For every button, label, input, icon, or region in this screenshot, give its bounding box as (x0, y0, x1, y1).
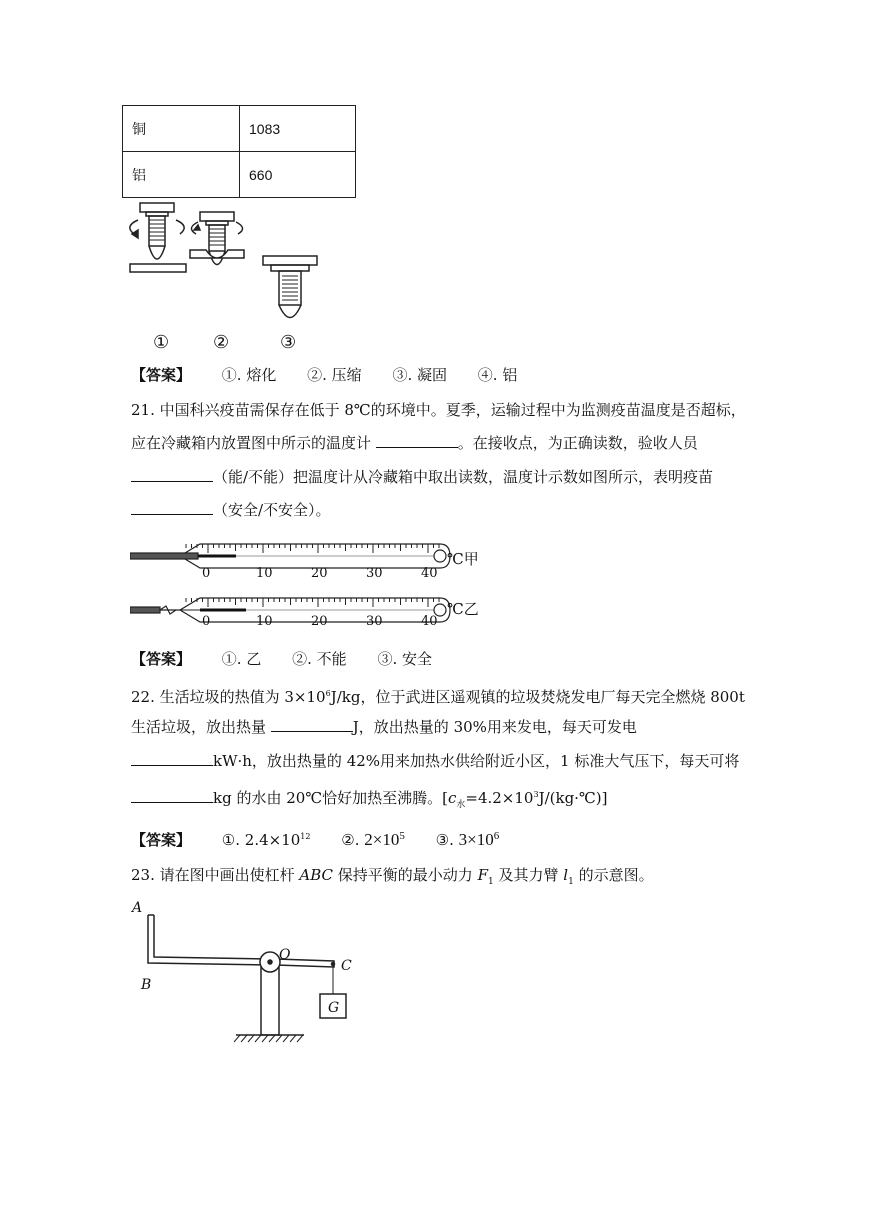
thermo1-tick-10: 10 (256, 566, 273, 581)
q21-line2: 应在冷藏箱内放置图中所示的温度计 。在接收点，为正确读数，验收人员 (131, 434, 698, 452)
lever-label-o: O (279, 947, 291, 963)
metal-cell: 铝 (123, 152, 240, 198)
answer-tag: 【答案】 (131, 650, 192, 668)
figure-label-1: ① (153, 332, 170, 353)
q21-line1: 21. 中国科兴疫苗需保存在低于 8℃的环境中。夏季，运输过程中为监测疫苗温度是否超标， (131, 401, 746, 419)
thermo1-unit: ℃甲 (447, 550, 479, 568)
metal-cell: 铜 (123, 106, 240, 152)
answer-option: ③. $3\times 10^6$ (435, 830, 500, 849)
q21-line3: （能/不能）把温度计从冷藏箱中取出读数，温度计示数如图所示，表明疫苗 (131, 467, 713, 487)
q22-line4: kg 的水由 20℃恰好加热至沸腾。$[c_水=4.2\times 10^3J/(kg\cdot℃)]$ (131, 785, 607, 815)
melting-point-table (122, 105, 356, 198)
lever-figure (128, 895, 368, 1050)
q23-line: 23. 请在图中画出使杠杆 ABC 保持平衡的最小动力 $F_1$ 及其力臂 $l_1$ 的示意图。 (131, 866, 654, 887)
answer-option: ③. 凝固 (392, 366, 447, 384)
answer-option: ③. 安全 (377, 650, 432, 668)
q22-line2: 生活垃圾，放出热量 J，放出热量的 30%用来发电，每天可发电 (131, 718, 637, 736)
thermo1-tick-0: 0 (202, 566, 211, 581)
thermo1-tick-20: 20 (311, 566, 328, 581)
answer-option: ②. 压缩 (307, 366, 362, 384)
answer-tag: 【答案】 (131, 366, 192, 384)
blank (376, 433, 458, 448)
q22-answer (131, 826, 499, 850)
table-row (123, 106, 356, 152)
answer-option: ④. 铝 (477, 366, 518, 384)
thermo2-tick-20: 20 (311, 614, 328, 629)
thermo1-tick-30: 30 (366, 566, 383, 581)
answer-tag: 【答案】 (131, 831, 192, 849)
thermo2-tick-40: 40 (421, 614, 438, 629)
q21-line4: （安全/不安全）。 (131, 500, 331, 520)
blank (131, 500, 213, 515)
answer-option: ②. $2\times 10^5$ (341, 830, 405, 849)
answer-option: ①. 乙 (221, 650, 262, 668)
q21-answer (131, 649, 432, 669)
figure-label-3: ③ (280, 332, 297, 353)
thermo2-tick-30: 30 (366, 614, 383, 629)
q22-line1: 22. 生活垃圾的热值为 $3\times 10^6J/kg$，位于武进区遥观镇的垃圾焚烧发电厂每天完全燃烧 800t (131, 688, 745, 706)
thermo2-tick-0: 0 (202, 614, 211, 629)
blank (131, 751, 213, 766)
q20-answer (131, 365, 517, 385)
lever-label-b: B (141, 977, 152, 993)
lever-label-g: G (328, 1000, 340, 1016)
figure-label-2: ② (213, 332, 230, 353)
thermo2-tick-10: 10 (256, 614, 273, 629)
lever-label-a: A (132, 900, 143, 916)
blank (271, 717, 353, 732)
thermometer-figure (130, 538, 460, 632)
thermo2-unit: ℃乙 (447, 600, 479, 618)
value-cell: 660 (240, 152, 356, 198)
thermo1-tick-40: 40 (421, 566, 438, 581)
answer-option: ②. 不能 (292, 650, 347, 668)
value-cell: 1083 (240, 106, 356, 152)
blank (131, 788, 213, 803)
blank (131, 467, 213, 482)
q22-line3: kW·h，放出热量的 42%用来加热水供给附近小区，1 标准大气压下，每天可将 (131, 751, 739, 771)
answer-option: ①. $2.4\times 10^{12}$ (221, 831, 311, 849)
lever-label-c: C (341, 958, 352, 974)
table-row (123, 152, 356, 198)
answer-option: ①. 熔化 (221, 366, 277, 384)
